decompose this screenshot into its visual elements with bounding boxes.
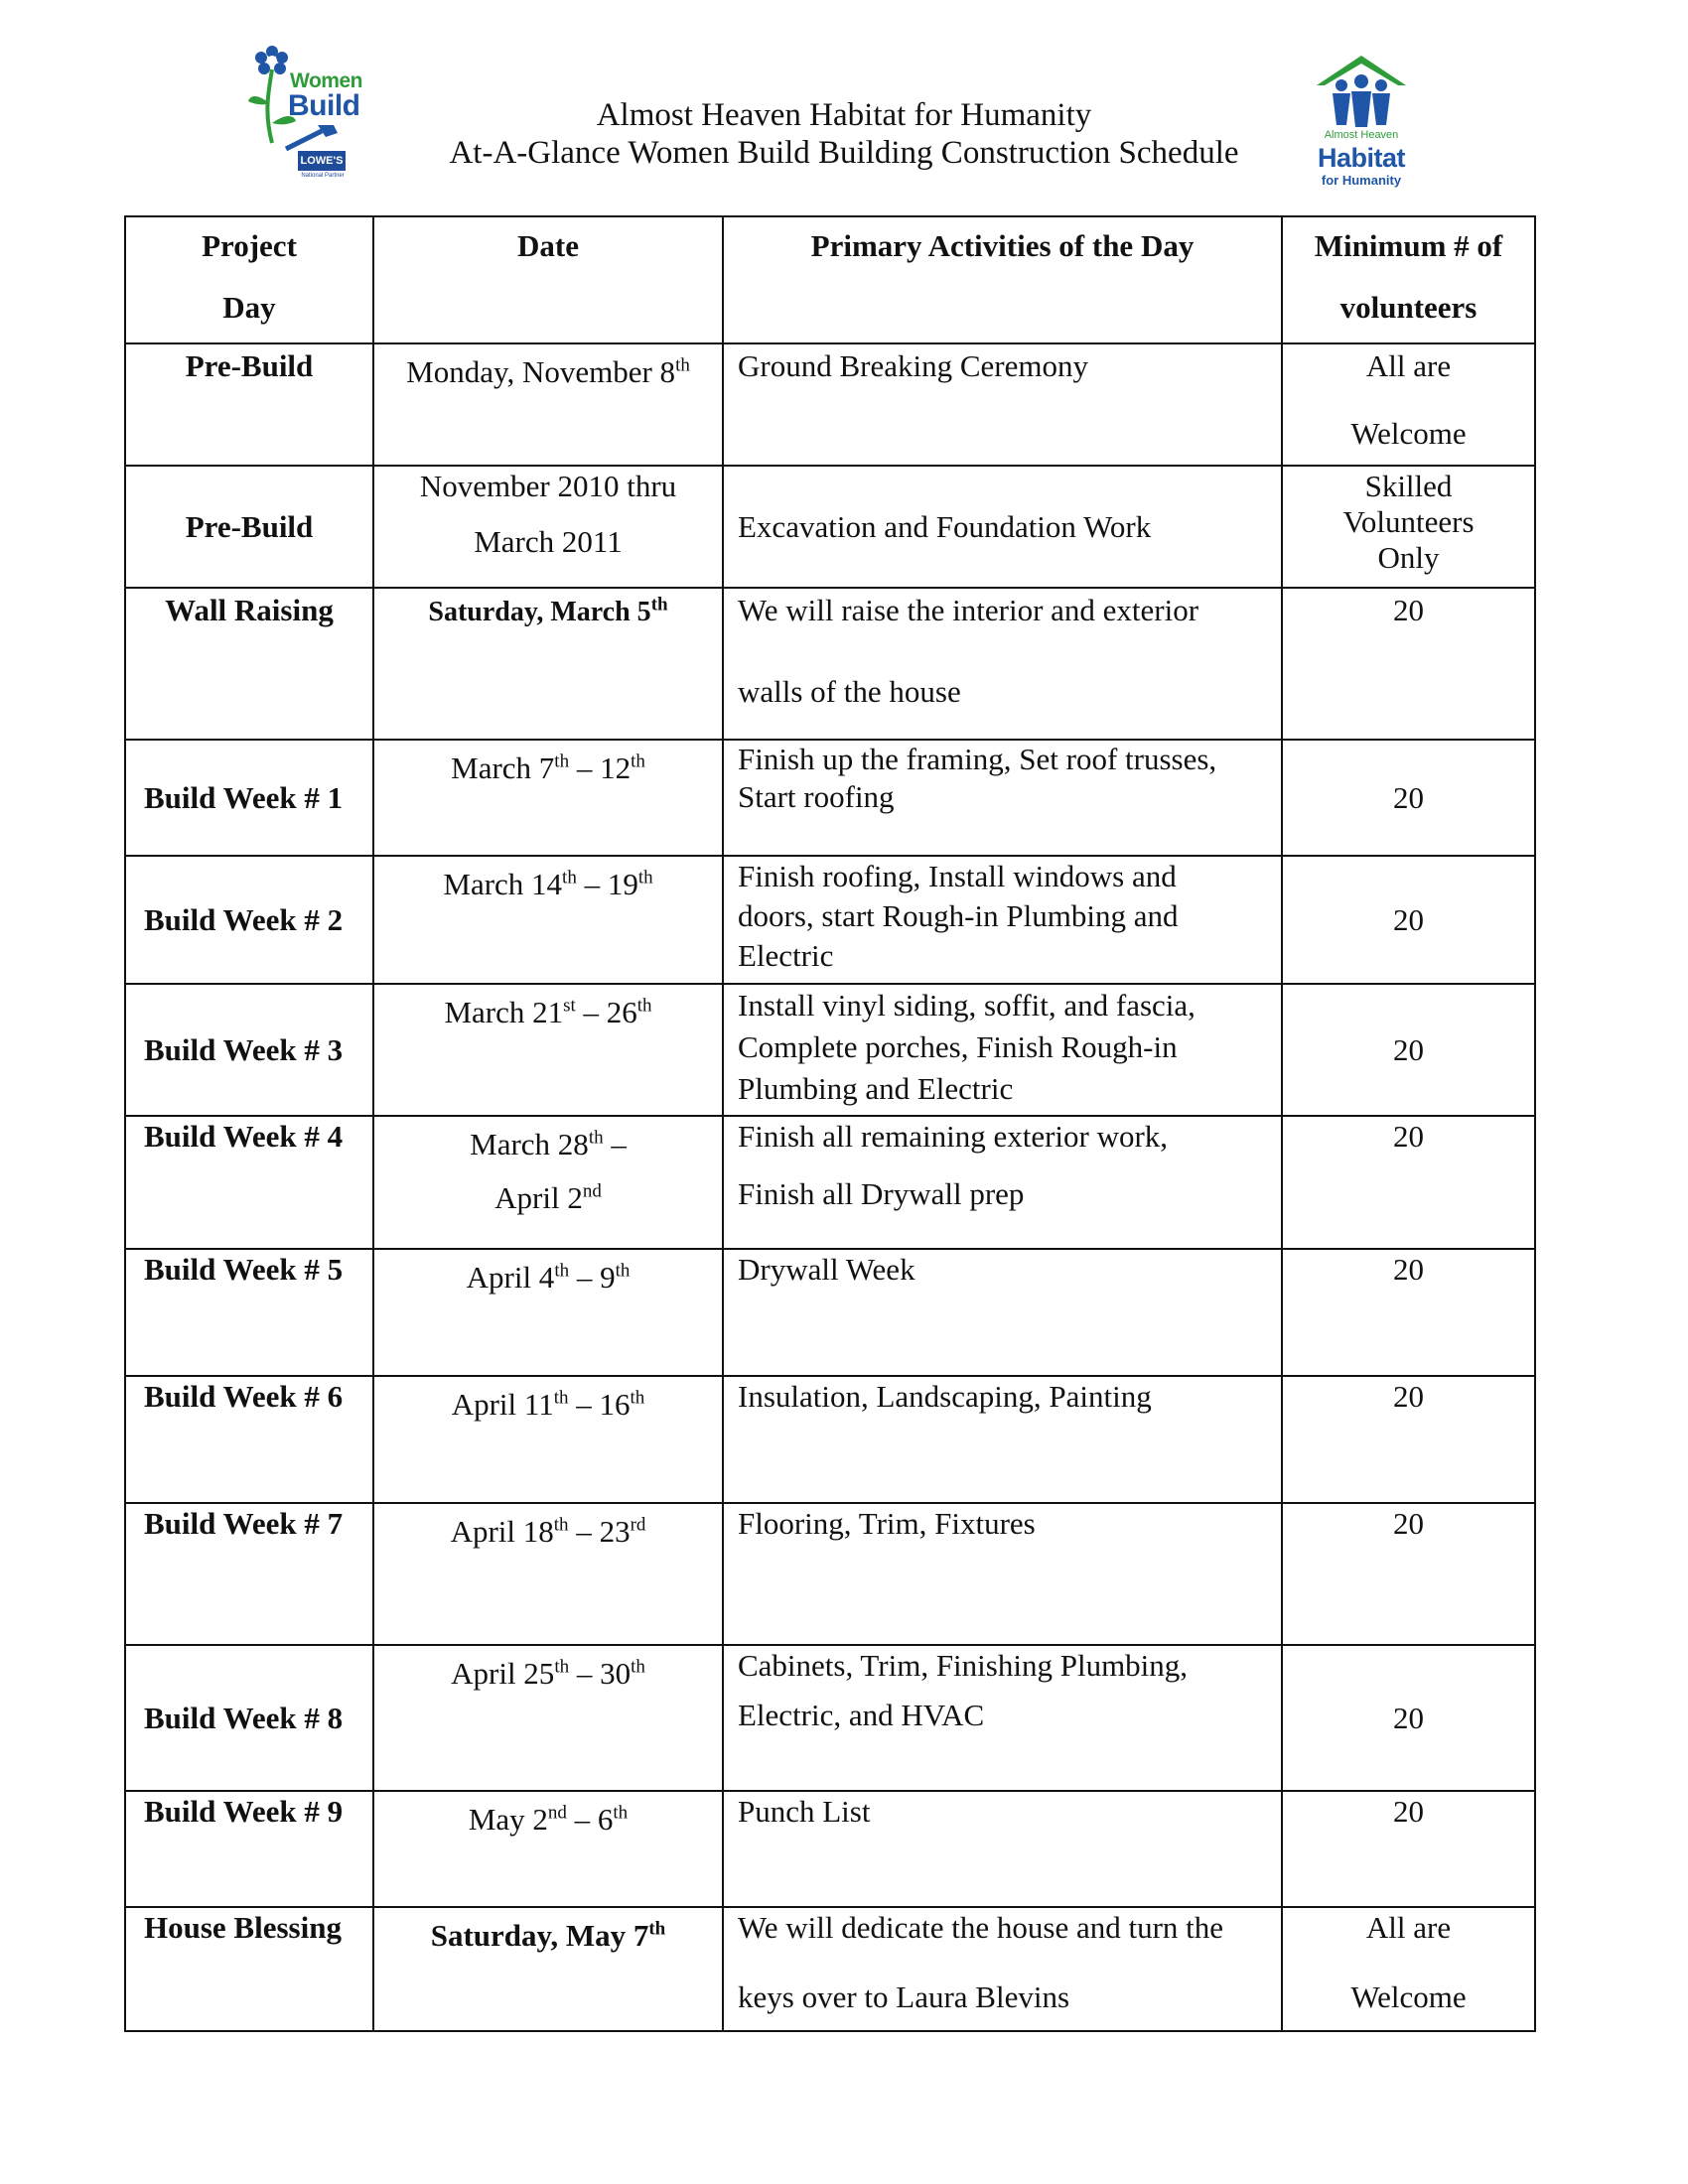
row-day	[125, 1503, 373, 1645]
table-row	[125, 588, 1535, 740]
date-suffix: th	[636, 995, 652, 1017]
row-day	[125, 343, 373, 466]
row-min	[1282, 466, 1535, 588]
table-header-row	[125, 216, 1535, 343]
date-suffix: th	[553, 1387, 569, 1409]
date-text: – 19	[576, 867, 638, 901]
date-text: May 2	[468, 1802, 548, 1837]
hammer-icon	[282, 123, 342, 153]
min-line: All are	[1365, 348, 1452, 383]
table-row	[125, 343, 1535, 466]
row-min	[1282, 1907, 1535, 2031]
habitat-logo-line1: Almost Heaven	[1324, 129, 1399, 141]
row-date	[373, 1376, 723, 1503]
min-line: Welcome	[1350, 416, 1467, 451]
date-suffix: th	[554, 1656, 570, 1678]
row-min	[1282, 1791, 1535, 1907]
row-day-text: Build Week # 5	[144, 1252, 344, 1287]
row-min	[1282, 343, 1535, 466]
row-day-text: Build Week # 8	[144, 1700, 344, 1735]
min-line: 20	[1393, 1506, 1424, 1541]
header-activities: Primary Activities of the Day	[723, 216, 1282, 343]
row-day-text: Build Week # 9	[144, 1794, 344, 1829]
header-org-title: Almost Heaven Habitat for Humanity	[596, 97, 1092, 133]
min-line: 20	[1393, 1379, 1424, 1414]
row-activity	[723, 1791, 1282, 1907]
habitat-logo	[1307, 52, 1416, 191]
row-date	[373, 1503, 723, 1645]
row-activity	[723, 343, 1282, 466]
min-line: Skilled	[1364, 469, 1453, 503]
date-suffix: th	[613, 1802, 629, 1824]
row-date	[373, 343, 723, 466]
date-text: Saturday, May 7	[430, 1918, 649, 1953]
table-row	[125, 1249, 1535, 1376]
table-row	[125, 740, 1535, 856]
row-min	[1282, 984, 1535, 1116]
row-activity	[723, 856, 1282, 984]
activity-line: Punch List	[738, 1794, 871, 1829]
activity-line: We will dedicate the house and turn the	[738, 1910, 1224, 1945]
habitat-logo-line2: Habitat	[1317, 143, 1405, 173]
header-min-line2: volunteers	[1339, 290, 1477, 325]
activity-line: Ground Breaking Ceremony	[738, 348, 1088, 383]
activity-line: Flooring, Trim, Fixtures	[738, 1506, 1036, 1541]
activity-line: Finish roofing, Install windows and	[738, 859, 1177, 893]
row-day	[125, 1791, 373, 1907]
date-text: March 28	[470, 1127, 589, 1161]
date-text: – 30	[569, 1656, 632, 1691]
row-date	[373, 466, 723, 588]
date-suffix: th	[648, 1918, 666, 1940]
min-line: 20	[1393, 1252, 1424, 1287]
header-project-day-line1: Project	[202, 228, 297, 263]
row-day	[125, 1116, 373, 1249]
row-date	[373, 1791, 723, 1907]
date-text: April 18	[450, 1514, 554, 1549]
row-day-text: Build Week # 4	[144, 1119, 344, 1154]
date-text: – 23	[568, 1514, 631, 1549]
date-text: March 7	[451, 751, 555, 785]
activity-line: keys over to Laura Blevins	[738, 1979, 1070, 2014]
activity-line: Finish up the framing, Set roof trusses,	[738, 742, 1217, 776]
row-date	[373, 740, 723, 856]
date-line: November 2010 thru	[419, 469, 677, 503]
table-row	[125, 984, 1535, 1116]
row-min	[1282, 856, 1535, 984]
date-text: – 26	[575, 995, 637, 1029]
lowes-partner-text: National Partner	[301, 173, 345, 179]
activity-line: We will raise the interior and exterior	[738, 593, 1199, 627]
row-activity	[723, 1249, 1282, 1376]
women-build-logo	[242, 44, 371, 183]
row-day-text: Pre-Build	[185, 508, 314, 544]
date-text: Saturday, March 5	[428, 597, 651, 627]
row-date	[373, 588, 723, 740]
min-line: 20	[1393, 1700, 1424, 1735]
activity-line: Start roofing	[738, 779, 895, 814]
row-day	[125, 1907, 373, 2031]
table-row	[125, 1503, 1535, 1645]
row-day	[125, 588, 373, 740]
date-suffix: th	[554, 1260, 570, 1282]
schedule-table	[124, 215, 1536, 2032]
date-suffix: th	[650, 594, 668, 615]
date-suffix: st	[563, 995, 576, 1017]
date-text: April 4	[466, 1260, 555, 1295]
date-suffix: th	[554, 751, 570, 772]
date-text: – 16	[568, 1387, 631, 1422]
activity-line: doors, start Rough-in Plumbing and	[738, 898, 1179, 933]
header-min-volunteers	[1282, 216, 1535, 343]
row-min	[1282, 740, 1535, 856]
row-day-text: Build Week # 6	[144, 1379, 344, 1414]
min-line: Only	[1377, 540, 1440, 575]
date-suffix: th	[631, 751, 645, 772]
min-line: 20	[1393, 901, 1424, 937]
row-date	[373, 856, 723, 984]
row-activity	[723, 1503, 1282, 1645]
min-line: All are	[1365, 1910, 1452, 1945]
row-day	[125, 1376, 373, 1503]
activity-line: Complete porches, Finish Rough-in	[738, 1029, 1178, 1064]
women-build-word1: Women	[290, 69, 362, 92]
row-day-text: Build Week # 2	[144, 901, 344, 937]
date-suffix: nd	[547, 1802, 567, 1824]
lowes-badge: LOWE'S	[298, 151, 346, 171]
date-text: March 21	[444, 995, 564, 1029]
row-day	[125, 1249, 373, 1376]
date-suffix: th	[631, 1656, 645, 1678]
activity-line: Plumbing and Electric	[738, 1071, 1014, 1106]
date-line: March 2011	[474, 524, 623, 559]
table-row	[125, 1376, 1535, 1503]
date-text: March 14	[443, 867, 563, 901]
row-date	[373, 1645, 723, 1791]
activity-line: Excavation and Foundation Work	[738, 508, 1152, 544]
row-min	[1282, 1376, 1535, 1503]
activity-line: Install vinyl siding, soffit, and fascia,	[738, 988, 1196, 1023]
row-day	[125, 740, 373, 856]
activity-line: walls of the house	[738, 674, 961, 709]
date-suffix: th	[588, 1127, 604, 1149]
date-text: April 2	[494, 1180, 583, 1215]
row-min	[1282, 588, 1535, 740]
activity-line: Insulation, Landscaping, Painting	[738, 1379, 1152, 1414]
table-row	[125, 856, 1535, 984]
row-day	[125, 466, 373, 588]
min-line: 20	[1393, 1794, 1424, 1829]
row-day-text: Build Week # 3	[144, 1031, 344, 1067]
table-row	[125, 1645, 1535, 1791]
date-text: – 12	[569, 751, 632, 785]
row-date	[373, 1907, 723, 2031]
date-suffix: th	[562, 867, 577, 888]
table-row	[125, 1116, 1535, 1249]
row-day-text: Pre-Build	[185, 348, 314, 383]
min-line: Volunteers	[1342, 504, 1475, 539]
date-text: – 9	[569, 1260, 616, 1295]
row-day-text: House Blessing	[144, 1910, 342, 1945]
header-schedule-title: At-A-Glance Women Build Building Construction Schedule	[449, 135, 1239, 171]
row-day	[125, 856, 373, 984]
activity-line: Finish all Drywall prep	[738, 1176, 1025, 1211]
header-project-day	[125, 216, 373, 343]
row-activity	[723, 984, 1282, 1116]
row-date	[373, 984, 723, 1116]
row-activity	[723, 1376, 1282, 1503]
min-line: Welcome	[1350, 1979, 1467, 2014]
date-suffix: nd	[582, 1180, 602, 1202]
row-date	[373, 1116, 723, 1249]
date-suffix: th	[637, 867, 653, 888]
row-activity	[723, 1645, 1282, 1791]
activity-line: Drywall Week	[738, 1252, 915, 1287]
row-day-text: Wall Raising	[165, 593, 334, 627]
date-suffix: th	[675, 354, 690, 376]
date-text: April 11	[451, 1387, 554, 1422]
activity-line: Finish all remaining exterior work,	[738, 1119, 1169, 1154]
row-date	[373, 1249, 723, 1376]
min-line: 20	[1393, 779, 1424, 815]
row-activity	[723, 588, 1282, 740]
date-text: – 6	[566, 1802, 614, 1837]
header-project-day-line2: Day	[222, 290, 276, 325]
date-text: April 25	[451, 1656, 555, 1691]
header-date: Date	[373, 216, 723, 343]
min-line: 20	[1393, 593, 1424, 627]
row-activity	[723, 466, 1282, 588]
date-suffix: th	[553, 1514, 569, 1536]
row-min	[1282, 1503, 1535, 1645]
date-suffix: th	[630, 1387, 645, 1409]
min-line: 20	[1393, 1031, 1424, 1067]
table-row	[125, 1907, 1535, 2031]
header-min-line1: Minimum # of	[1314, 228, 1503, 263]
row-day	[125, 1645, 373, 1791]
row-day-text: Build Week # 7	[144, 1506, 344, 1541]
date-suffix: rd	[630, 1514, 646, 1536]
women-build-word2: Build	[288, 89, 360, 122]
row-min	[1282, 1645, 1535, 1791]
row-activity	[723, 1907, 1282, 2031]
activity-line: Cabinets, Trim, Finishing Plumbing,	[738, 1648, 1189, 1683]
activity-line: Electric, and HVAC	[738, 1698, 985, 1732]
row-activity	[723, 740, 1282, 856]
row-day	[125, 984, 373, 1116]
row-day-text: Build Week # 1	[144, 779, 344, 815]
activity-line: Electric	[738, 938, 834, 973]
house-people-icon	[1307, 52, 1416, 131]
row-min	[1282, 1116, 1535, 1249]
min-line: 20	[1393, 1119, 1424, 1154]
date-text: –	[603, 1127, 627, 1161]
table-row	[125, 466, 1535, 588]
table-row	[125, 1791, 1535, 1907]
habitat-logo-line3: for Humanity	[1321, 173, 1402, 188]
row-min	[1282, 1249, 1535, 1376]
row-activity	[723, 1116, 1282, 1249]
date-text: Monday, November 8	[406, 354, 676, 389]
date-suffix: th	[615, 1260, 631, 1282]
